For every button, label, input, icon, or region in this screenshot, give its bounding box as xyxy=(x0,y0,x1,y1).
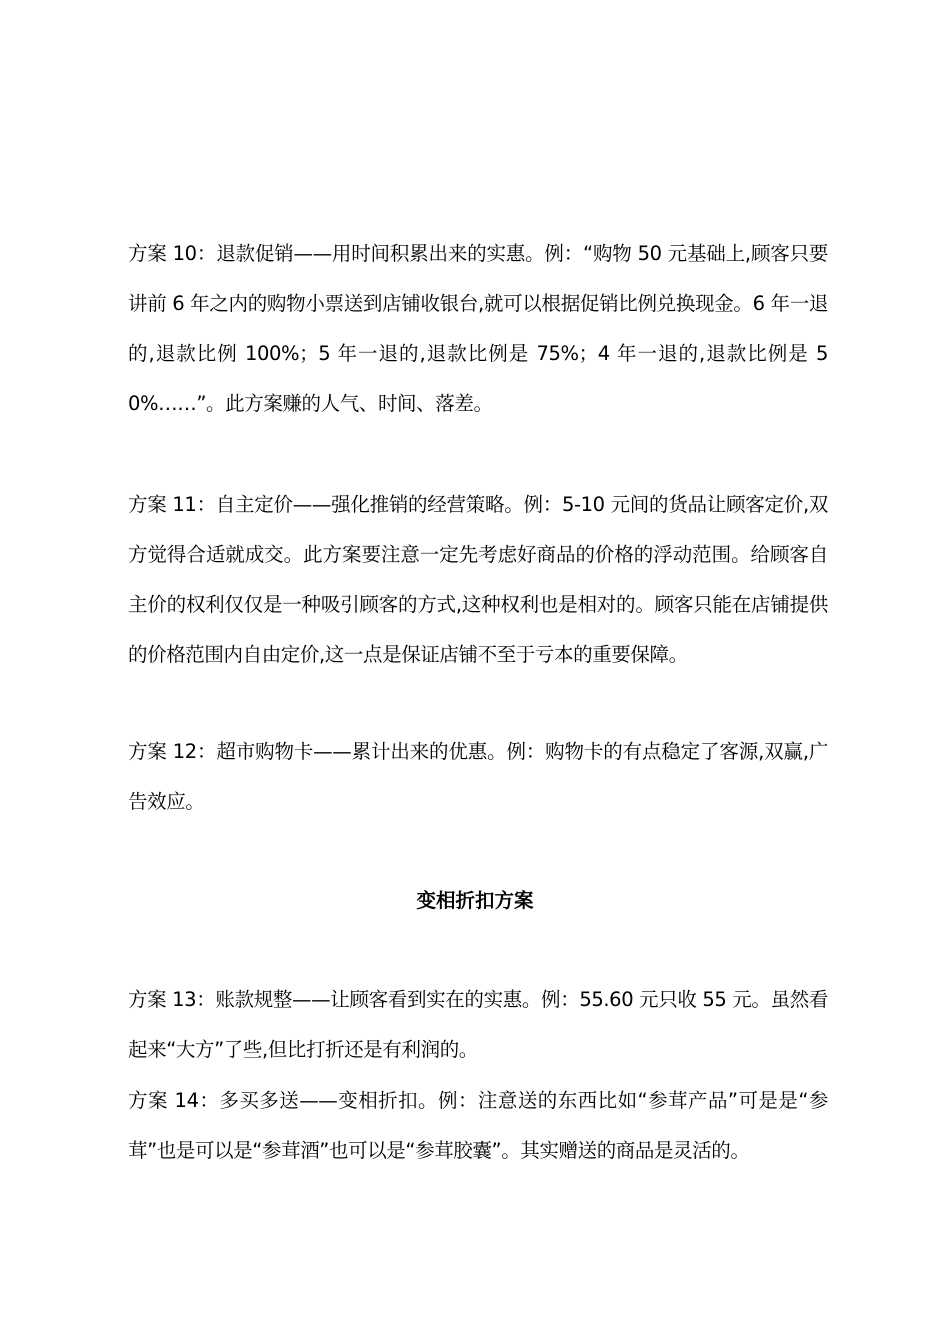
section-heading: 变相折扣方案 xyxy=(416,889,534,912)
paragraph-plan-14: 方案 14：多买多送——变相折扣。例：注意送的东西比如“参茸产品”可是是“参茸”也是可以是“参茸酒”也可以是“参茸胶囊”。其实赠送的商品是灵活的。 xyxy=(128,1089,828,1162)
paragraph-plan-12: 方案 12：超市购物卡——累计出来的优惠。例：购物卡的有点稳定了客源,双赢,广告效应。 xyxy=(128,740,828,813)
paragraph-plan-13: 方案 13：账款规整——让顾客看到实在的实惠。例：55.60 元只收 55 元。虽然看起来“大方”了些,但比打折还是有利润的。 xyxy=(128,988,828,1061)
paragraph-plan-11: 方案 11：自主定价——强化推销的经营策略。例：5-10 元间的货品让顾客定价,双方觉得合适就成交。此方案要注意一定先考虑好商品的价格的浮动范围。给顾客自主价的权利仅仅是一种吸引顾客的方式,这种权利也是相对的。顾客只能在店铺提供的价格范围内自由定价,这一点是保证店铺不至于亏本的重要保障。 xyxy=(128,493,828,666)
paragraph-plan-10: 方案 10：退款促销——用时间积累出来的实惠。例：“购物 50 元基础上,顾客只要讲前 6 年之内的购物小票送到店铺收银台,就可以根据促销比例兑换现金。6 年一退的,退款比例 100%；5 年一退的,退款比例是 75%；4 年一退的,退款比例是 50%……”。此方案赚的人气、时间、落差。 xyxy=(128,242,828,415)
